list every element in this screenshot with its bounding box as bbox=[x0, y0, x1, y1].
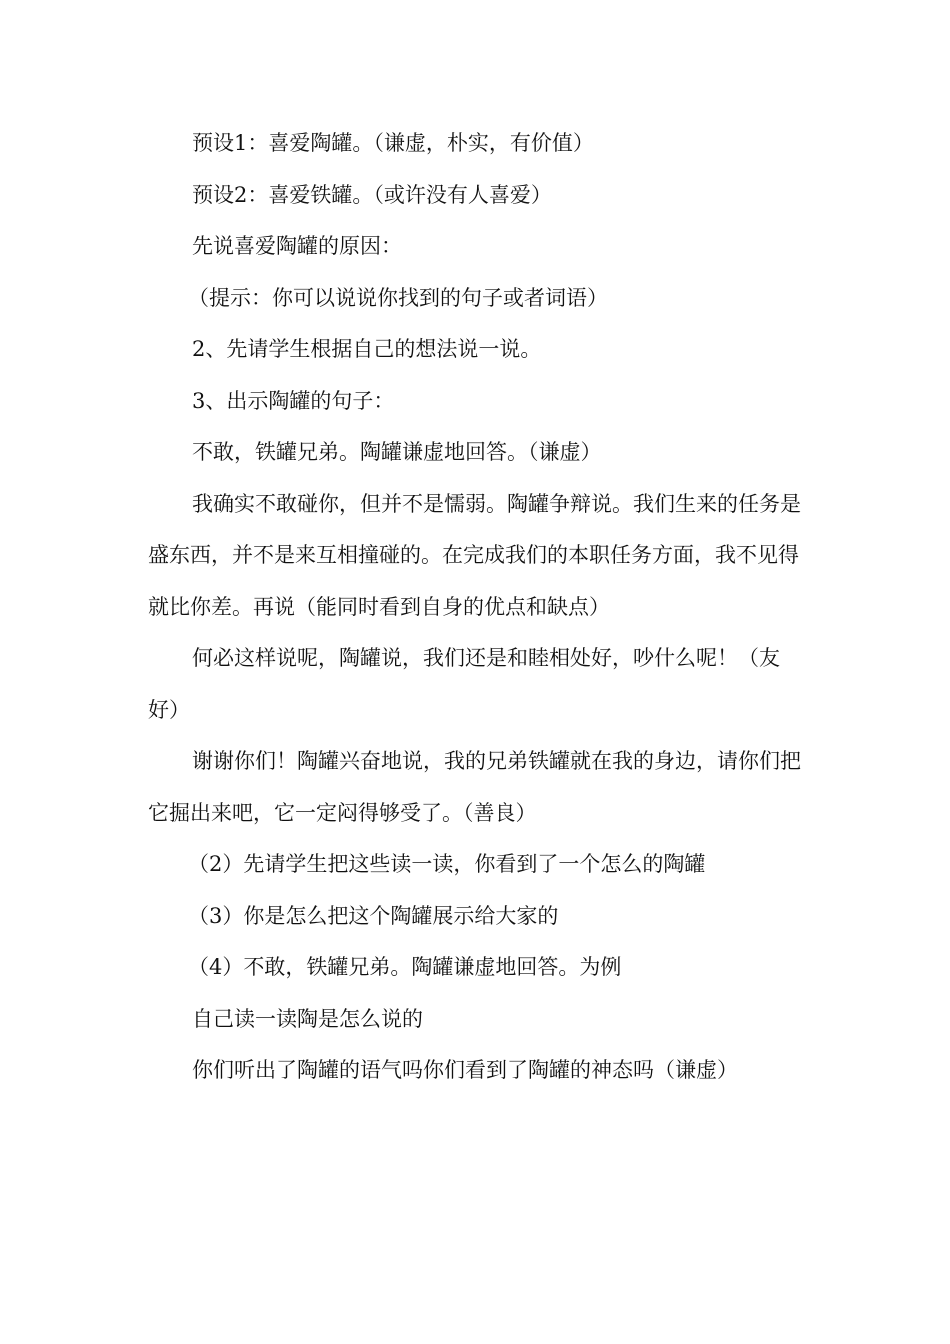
paragraph-reason-intro: 先说喜爱陶罐的原因： bbox=[192, 234, 402, 258]
paragraph-substep-2: （2）先请学生把这些读一读，你看到了一个怎么的陶罐 bbox=[188, 852, 706, 876]
paragraph-hint: （提示：你可以说说你找到的句子或者词语） bbox=[188, 285, 608, 310]
paragraph-quote-2: 我确实不敢碰你，但并不是懦弱。陶罐争辩说。我们生来的任务是盛东西，并不是来互相撞碰的。在完成我们的本职任务方面，我不见得就比你差。再说（能同时看到自身的优点和缺点） bbox=[148, 491, 801, 619]
paragraph-quote-3: 何必这样说呢，陶罐说，我们还是和睦相处好，吵什么呢！（友好） bbox=[148, 646, 780, 722]
paragraph-substep-4: （4）不敢，铁罐兄弟。陶罐谦虚地回答。为例 bbox=[188, 955, 622, 979]
paragraph-quote-1: 不敢，铁罐兄弟。陶罐谦虚地回答。（谦虚） bbox=[192, 440, 602, 464]
paragraph-step-3: 3、出示陶罐的句子： bbox=[192, 388, 395, 413]
paragraph-substep-3: （3）你是怎么把这个陶罐展示给大家的 bbox=[188, 903, 559, 928]
paragraph-preset-2: 预设2：喜爱铁罐。（或许没有人喜爱） bbox=[192, 182, 552, 207]
document-body bbox=[148, 118, 808, 1097]
paragraph-step-2: 2、先请学生根据自己的想法说一说。 bbox=[192, 337, 542, 361]
paragraph-preset-1: 预设1：喜爱陶罐。（谦虚，朴实，有价值） bbox=[192, 131, 594, 155]
paragraph-tone-question: 你们听出了陶罐的语气吗你们看到了陶罐的神态吗（谦虚） bbox=[192, 1058, 738, 1082]
paragraph-self-read: 自己读一读陶是怎么说的 bbox=[192, 1006, 423, 1031]
paragraph-quote-4: 谢谢你们！陶罐兴奋地说，我的兄弟铁罐就在我的身边，请你们把它掘出来吧，它一定闷得够受了。（善良） bbox=[148, 749, 801, 825]
